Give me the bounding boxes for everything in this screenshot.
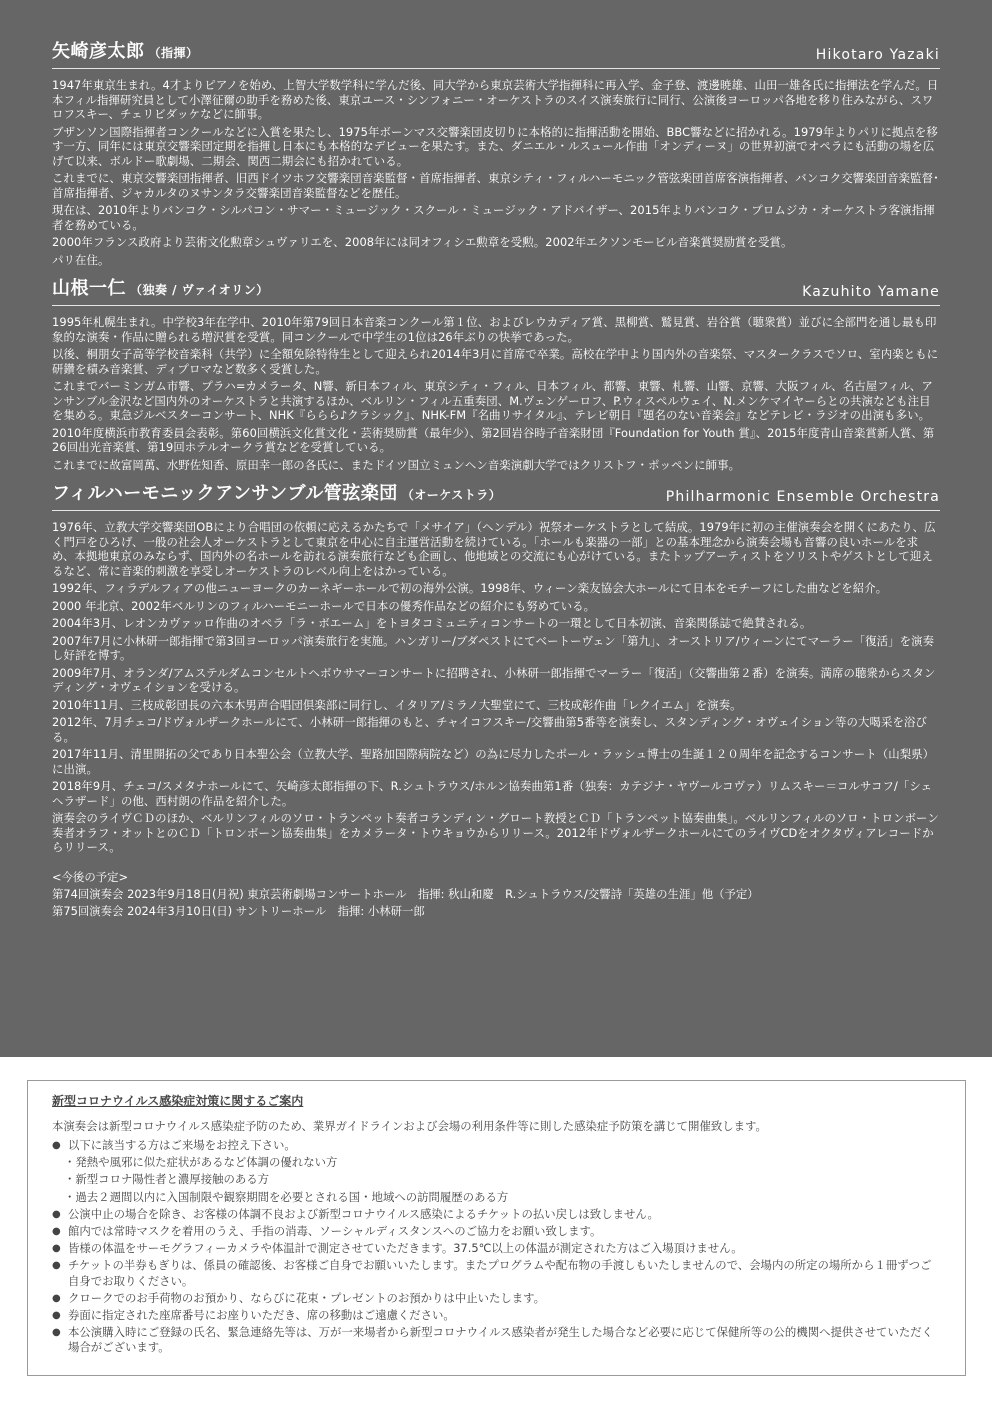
notice-bullet: ● 公演中止の場合を除き、お客様の体調不良および新型コロナウイルス感染によるチケットの払い戻しは致しません。 bbox=[52, 1207, 941, 1222]
soloist-name: 山根一仁 bbox=[52, 278, 126, 299]
covid-notice-box bbox=[27, 1080, 966, 1376]
conductor-paragraph: ブザンソン国際指揮者コンクールなどに入賞を果たし、1975年ボーンマス交響楽団皮切りに本格的に指揮活動を開始、BBC響などに招かれる。1979年よりパリに拠点を移す一方、同年には東京交響楽団定期を指揮し日本にも本格的なデビューを果たす。また、ダニエル・ルスュール作曲「オンディーヌ」の世界初演でオペラにも活動の場を広げて以来、ボルドー歌劇場、二期会、関西二期会にも招かれている。 bbox=[52, 124, 938, 168]
soloist-role: （独奏 / ヴァイオリン） bbox=[130, 283, 269, 297]
notice-bullet: ● 以下に該当する方はご来場をお控え下さい。 bbox=[52, 1138, 941, 1153]
orchestra-paragraph: 2009年7月、オランダ/アムステルダムコンセルトヘボウサマーコンサートに招聘され、小林研一郎指揮でマーラー「復活」（交響曲第２番）を演奏。満席の聴衆からスタンディング・オヴェイションを受ける。 bbox=[52, 665, 936, 694]
orchestra-paragraph: 2012年、7月チェコ/ドヴォルザークホールにて、小林研一郎指揮のもと、チャイコフスキー/交響曲第5番等を演奏し、スタンディング・オヴェイション等の大喝采を浴びる。 bbox=[52, 715, 927, 744]
notice-intro: 本演奏会は新型コロナウイルス感染症予防のため、業界ガイドラインおよび会場の利用条件等に則した感染症予防策を講じて開催致します。 bbox=[52, 1119, 767, 1133]
soloist-paragraph: これまでに故富岡萬、水野佐知香、原田幸一郎の各氏に、またドイツ国立ミュンヘン音楽演劇大学ではクリストフ・ポッペンに師事。 bbox=[52, 457, 741, 472]
soloist-section bbox=[52, 277, 940, 472]
conductor-paragraph: 2000年フランス政府より芸術文化勲章シュヴァリエを、2008年には同オフィシエ勲章を受勲。2002年エクソンモービル音楽賞奨励賞を受賞。 bbox=[52, 235, 793, 249]
soloist-header bbox=[52, 277, 940, 306]
notice-sub-item: ・新型コロナ陽性者と濃厚接触のある方 bbox=[64, 1172, 270, 1187]
soloist-paragraph: 以後、桐朋女子高等学校音楽科（共学）に全額免除特待生として迎えられ2014年3月に首席で卒業。高校在学中より国内外の音楽祭、マスタークラスでソロ、室内楽ともに研鑽を積み音楽賞、ディプロマなど数多く受賞した。 bbox=[52, 347, 939, 376]
notice-sub-item: ・発熱や風邪に似た症状があるなど体調の優れない方 bbox=[64, 1155, 338, 1170]
orchestra-heading bbox=[52, 482, 501, 507]
conductor-heading bbox=[52, 40, 199, 65]
conductor-name: 矢崎彦太郎 bbox=[52, 41, 145, 62]
upcoming-schedule bbox=[52, 869, 940, 920]
schedule-item: 第75回演奏会 2024年3月10日(日) サントリーホール 指揮: 小林研一郎 bbox=[52, 903, 425, 918]
orchestra-paragraph: 1992年、フィラデルフィアの他ニューヨークのカーネギーホールで初の海外公演。1998年、ウィーン楽友協会大ホールにて日本をモチーフにした曲などを紹介。 bbox=[52, 581, 888, 595]
schedule-item: 第74回演奏会 2023年9月18日(月祝) 東京芸術劇場コンサートホール 指揮: 秋山和慶 R.シュトラウス/交響詩「英雄の生涯」他（予定） bbox=[52, 886, 759, 901]
notice-bullet: ● チケットの半券もぎりは、係員の確認後、お客様ご自身でお願いいたします。またプログラムや配布物の手渡しもいたしませんので、会場内の所定の場所から１冊ずつご自身でお取りください。 bbox=[52, 1258, 941, 1288]
soloist-paragraph: これまでバーミンガム市響、プラハ=カメラータ、N響、新日本フィル、東京シティ・フィル、日本フィル、都響、東響、札響、山響、京響、大阪フィル、名古屋フィル、アンサンブル金沢など国内外のオーケストラと共演するほか、ベルリン・フィル五重奏団、M.ヴェンゲーロフ、P.ウィスペルウェイ、N.メンケマイヤーらとの共演なども注目を集める。東急ジルベスターコンサート、NHK『ららら♪クラシック』、NHK-FM『名曲リサイタル』、テレビ朝日『題名のない音楽会』などテレビ・ラジオの出演も多い。 bbox=[52, 379, 933, 422]
notice-bullet: ● 本公演購入時にご登録の氏名、緊急連絡先等は、万が一来場者から新型コロナウイルス感染者が発生した場合など必要に応じて保健所等の公的機関へ提供させていただく場合がございます。 bbox=[52, 1325, 941, 1355]
orchestra-paragraph: 2017年11月、清里開拓の父であり日本聖公会（立教大学、聖路加国際病院など）の為に尽力したポール・ラッシュ博士の生誕１２０周年を記念するコンサート（山梨県）に出演。 bbox=[52, 747, 935, 776]
conductor-paragraph: 現在は、2010年よりバンコク・シルパコン・サマー・ミュージック・スクール・ミュージック・アドバイザー、2015年よりバンコク・プロムジカ・オーケストラ客演指揮者を務めている。 bbox=[52, 203, 935, 232]
orchestra-paragraph: 1976年、立教大学交響楽団OBにより合唱団の依頼に応えるかたちで「メサイア」（ヘンデル）祝祭オーケストラとして結成。1979年に初の主催演奏会を開くにあたり、広く門戸をひろげ、一般の社会人オーケストラとして東京を中心に自主運営活動を続けている。「ホールも楽器の一部」との基本理念から演奏会場も音響の良いホールを求め、本拠地東京のみならず、国内外の名ホールを訪れる演奏旅行なども企画し、他地域との交流にも心がけている。またトップアーティストをソリストやゲストとして迎えるなど、常に音楽的刺激を享受しオーケストラのレベル向上をはかっている。 bbox=[52, 520, 936, 578]
conductor-header bbox=[52, 40, 940, 69]
soloist-name-en: Kazuhito Yamane bbox=[802, 284, 940, 300]
orchestra-paragraph: 演奏会のライヴＣＤのほか、ベルリンフィルのソロ・トランペット奏者コランディン・グロート教授とＣＤ「トランペット協奏曲集」。ベルリンフィルのソロ・トロンボーン奏者オラフ・オットとのＣＤ「トロンボーン協奏曲集」をカメラータ・トウキョウからリリース。2012年ドヴォルザークホールにてのライヴCDをオクタヴィアレコードからリリース。 bbox=[52, 811, 939, 854]
soloist-paragraph: 2010年度横浜市教育委員会表彰。第60回横浜文化賞文化・芸術奨励賞（最年少）、第2回岩谷時子音楽財団『Foundation for Youth 賞』、2015年度青山音楽賞新人賞、第26回出光音楽賞、第19回ホテルオークラ賞などを受賞している。 bbox=[52, 425, 935, 454]
notice-title: 新型コロナウイルス感染症対策に関するご案内 bbox=[52, 1094, 304, 1108]
soloist-paragraph: 1995年札幌生まれ。中学校3年在学中、2010年第79回日本音楽コンクール第１位、およびレウカディア賞、黒柳賞、鷲見賞、岩谷賞（聴衆賞）並びに全部門を通し最も印象的な演奏・作品に贈られる増沢賞を受賞。同コンクールで中学生の1位は26年ぶりの快挙であった。 bbox=[52, 315, 937, 344]
conductor-section bbox=[52, 40, 940, 267]
notice-bullet: ● クロークでのお手荷物のお預かり、ならびに花束・プレゼントのお預かりは中止いたします。 bbox=[52, 1291, 941, 1306]
notice-bullet: ● 券面に指定された座席番号にお座りいただき、席の移動はご遠慮ください。 bbox=[52, 1308, 941, 1323]
conductor-paragraph: 1947年東京生まれ。4才よりピアノを始め、上智大学数学科に学んだ後、同大学から東京芸術大学指揮科に再入学、金子登、渡邊暁雄、山田一雄各氏に指揮法を学んだ。日本フィル指揮研究員として小澤征爾の助手を務めた後、東京ユース・シンフォニー・オーケストラのスイス演奏旅行に同行、公演後ヨーロッパ各地を移り住みながら、スワロフスキー、チェリビダッケなどに師事。 bbox=[52, 78, 939, 121]
conductor-paragraph: パリ在住。 bbox=[52, 252, 110, 267]
conductor-role: （指揮） bbox=[148, 46, 199, 60]
orchestra-name: フィルハーモニックアンサンブル管弦楽団 bbox=[52, 483, 398, 504]
schedule-heading: <今後の予定> bbox=[52, 869, 129, 884]
notice-sub-item: ・過去２週間以内に入国制限や観察期間を必要とされる国・地域への訪問履歴のある方 bbox=[64, 1189, 509, 1204]
orchestra-role: （オーケストラ） bbox=[401, 488, 502, 502]
conductor-name-en: Hikotaro Yazaki bbox=[815, 47, 940, 63]
orchestra-paragraph: 2007年7月に小林研一郎指揮で第3回ヨーロッパ演奏旅行を実施。ハンガリー/ブダペストにてベートーヴェン「第九」、オーストリア/ウィーンにてマーラー「復活」を演奏し好評を博す。 bbox=[52, 633, 935, 662]
orchestra-paragraph: 2000 年北京、2002年ベルリンのフィルハーモニーホールで日本の優秀作品などの紹介にも努めている。 bbox=[52, 598, 596, 613]
soloist-heading bbox=[52, 277, 269, 302]
orchestra-header bbox=[52, 482, 940, 511]
orchestra-paragraph: 2010年11月、三枝成彰団長の六本木男声合唱団倶楽部に同行し、イタリア/ミラノ大聖堂にて、三枝成彰作曲「レクイエム」を演奏。 bbox=[52, 697, 742, 712]
conductor-paragraph: これまでに、東京交響楽団指揮者、旧西ドイツホフ交響楽団音楽監督・首席指揮者、東京シティ・フィルハーモニック管弦楽団首席客演指揮者、バンコク交響楽団音楽監督･首席指揮者、ジャカルタのヌサンタラ交響楽団音楽監督などを歴任。 bbox=[52, 171, 939, 200]
orchestra-paragraph: 2004年3月、レオンカヴァッロ作曲のオペラ「ラ・ボエーム」をトヨタコミュニティコンサートの一環として日本初演、音楽関係誌で絶賛される。 bbox=[52, 616, 812, 630]
orchestra-name-en: Philharmonic Ensemble Orchestra bbox=[665, 489, 940, 505]
orchestra-section bbox=[52, 482, 940, 855]
notice-bullet: ● 皆様の体温をサーモグラフィーカメラや体温計で測定させていただきます。37.5℃以上の体温が測定された方はご入場頂けません。 bbox=[52, 1241, 941, 1256]
notice-bullet: ● 館内では常時マスクを着用のうえ、手指の消毒、ソーシャルディスタンスへのご協力をお願い致します。 bbox=[52, 1224, 941, 1239]
orchestra-paragraph: 2018年9月、チェコ/スメタナホールにて、矢崎彦太郎指揮の下、R.シュトラウス/ホルン協奏曲第1番（独奏：カテジナ・ヤヴールコヴァ）リムスキー＝コルサコフ/「シェヘラザード」の他、西村朗の作品を紹介した。 bbox=[52, 779, 933, 808]
